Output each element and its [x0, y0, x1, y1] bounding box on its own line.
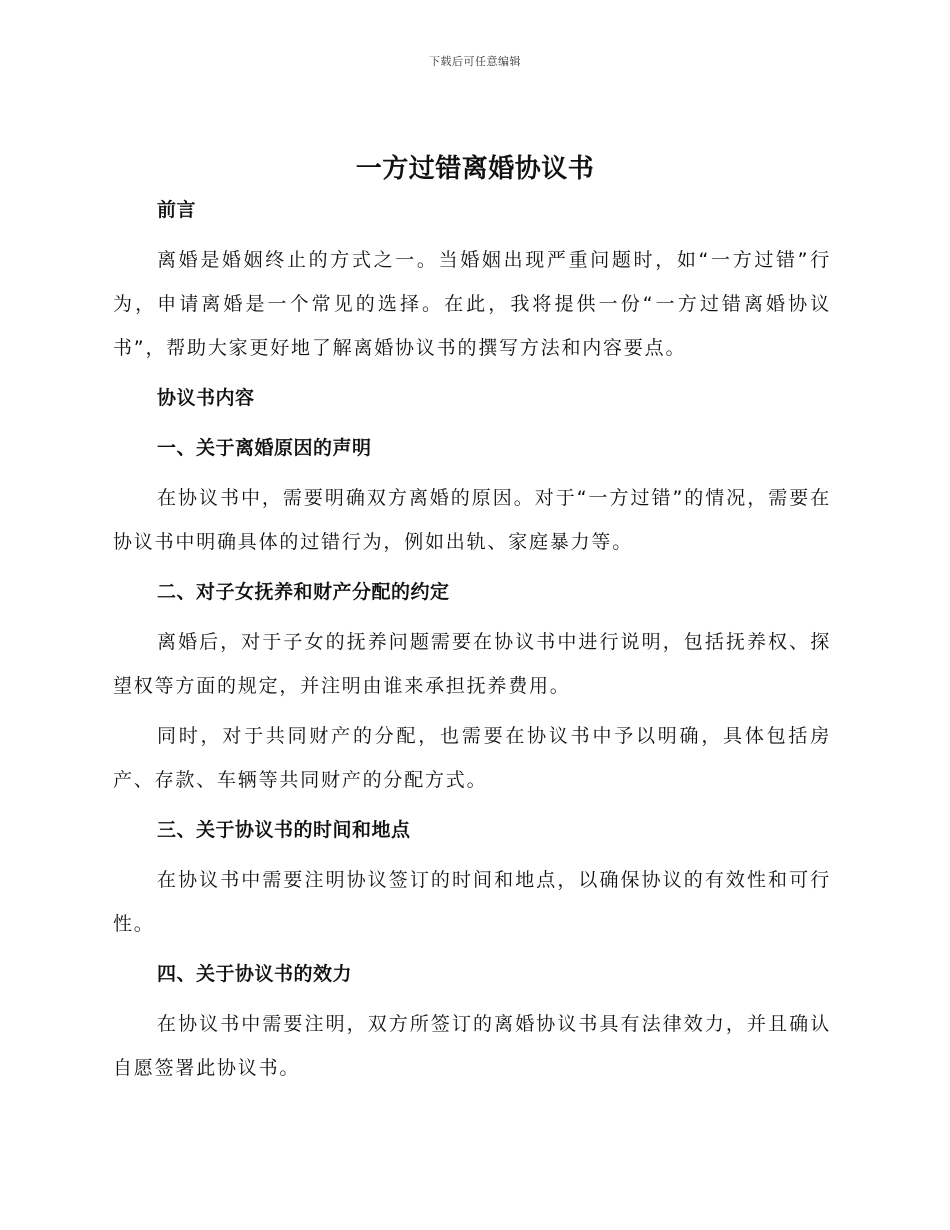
section-2-heading: 二、对子女抚养和财产分配的约定	[157, 581, 450, 603]
section-3-heading: 三、关于协议书的时间和地点	[157, 819, 411, 841]
section-4-heading: 四、关于协议书的效力	[157, 963, 353, 985]
document-body	[113, 188, 831, 1096]
preface-paragraph: 离婚是婚姻终止的方式之一。当婚姻出现严重问题时，如“一方过错”行为，申请离婚是一个常见的选择。在此，我将提供一份“一方过错离婚协议书”，帮助大家更好地了解离婚协议书的撰写方法和内容要点。	[113, 249, 831, 359]
page-header-note: 下载后可任意编辑	[429, 55, 521, 68]
section-2-paragraph-2: 同时，对于共同财产的分配，也需要在协议书中予以明确，具体包括房产、存款、车辆等共同财产的分配方式。	[113, 725, 831, 791]
content-heading: 协议书内容	[157, 387, 255, 409]
section-3-paragraph: 在协议书中需要注明协议签订的时间和地点，以确保协议的有效性和可行性。	[113, 869, 831, 935]
section-1-paragraph: 在协议书中，需要明确双方离婚的原因。对于“一方过错”的情况，需要在协议书中明确具体的过错行为，例如出轨、家庭暴力等。	[113, 487, 831, 553]
preface-heading: 前言	[157, 199, 197, 221]
section-1-heading: 一、关于离婚原因的声明	[157, 437, 372, 459]
section-2-paragraph-1: 离婚后，对于子女的抚养问题需要在协议书中进行说明，包括抚养权、探望权等方面的规定，并注明由谁来承担抚养费用。	[113, 631, 831, 697]
document-title: 一方过错离婚协议书	[355, 154, 595, 184]
section-4-paragraph: 在协议书中需要注明，双方所签订的离婚协议书具有法律效力，并且确认自愿签署此协议书。	[113, 1013, 831, 1079]
